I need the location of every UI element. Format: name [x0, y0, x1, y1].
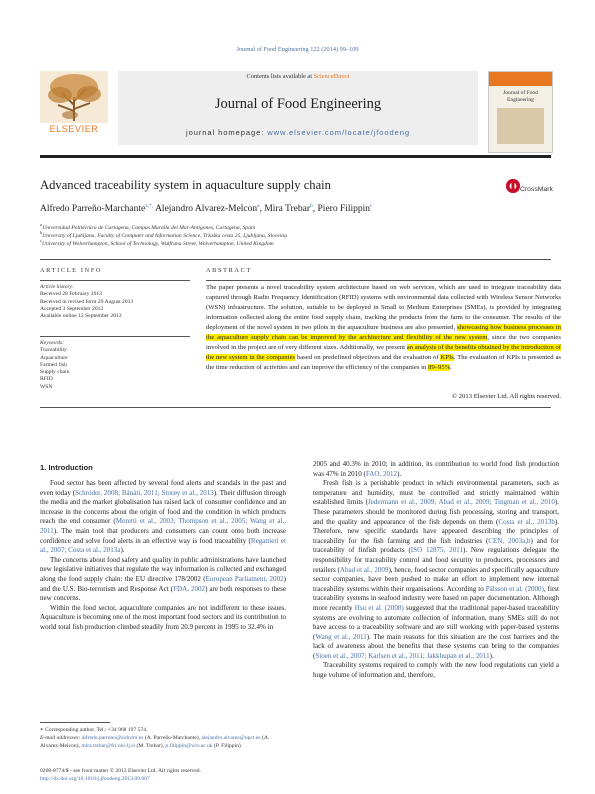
body-paragraph — [313, 460, 559, 479]
body-text: suggested that the traditional paper-based traceability systems are evolving to automate collection of information, many SMEs still do not have access to a traceability software and are still working with paper-based systems ( — [313, 603, 559, 641]
author-marks[interactable]: a — [257, 203, 260, 209]
body-text: ) and for traceability of finfish products ( — [313, 536, 560, 555]
body-paragraph — [313, 661, 559, 680]
citation-link[interactable]: Costa et al., 2013b — [498, 517, 555, 526]
body-text: ). The main tool that producers and consumers can count onto both increase confidence and solve food alerts in an effective way is food traceability ( — [40, 526, 286, 545]
body-text: , first traceability systems in seafood industry were based on paper documentation. Although more recently — [313, 584, 559, 612]
author-marks[interactable]: c — [370, 203, 373, 209]
abstract-run: , since the two companies involved in the project are of very different sizes. Additionally, we present — [206, 333, 561, 351]
body-text: Within the food sector, aquaculture companies are not indifferent to these issues. Aquaculture is becoming one of the most important food sectors and its contribution to world total fish production climbed steadily from 20.9 percent in 1995 to 32.4% in — [40, 603, 286, 631]
body-text: ). Their diffusion through the media and the market globalisation has raised lack of consumer confidence and an increase in the concerns about the origin of food and the condition in which products reach the end consumer ( — [40, 488, 286, 526]
author-list: Alfredo Parreño-Marchante$^{a,*,}$ Alejandro Alvarez-Melcon$^a$, Mira Trebar$^b$, Piero Filippin$^c$ — [40, 203, 373, 215]
keywords-label: Keywords: — [40, 340, 65, 346]
issn-line: 0260-8774/$ - see front matter © 2013 Elsevier Ltd. All rights reserved. — [40, 768, 201, 774]
abstract-run: . The evaluation of KPIs is presented as the time reduction of activities and can improve the efficiency of the companies in — [206, 353, 562, 371]
abstract-run: The paper presents a novel traceability system architecture based on web services, which are used to integrate traceability data captured through Radio Frequency Identification (RFID) systems with environmental data collected with Wireless Sensor Networks (WSN) infrastructure. The solution, suitable to be deployed in Small to Medium Enterprises (SMEs), is provided by integrating information collected along the entire food supply chain, tracking the products from the farm to the consumer. The results of the deployment of the novel system in two pilots in the aquaculture business are also presented, — [206, 284, 561, 331]
email-link[interactable]: p.filippin@wlv.ac.uk — [165, 743, 213, 749]
history-entry: Received 28 February 2013 — [40, 291, 102, 298]
journal-homepage — [118, 128, 478, 137]
cover-image — [497, 108, 544, 144]
journal-cover-thumbnail — [488, 71, 553, 153]
keyword: Aquaculture — [40, 354, 68, 361]
body-paragraph — [40, 556, 286, 604]
author-marks[interactable]: b — [310, 203, 313, 209]
author-marks[interactable]: a,*, — [145, 203, 154, 209]
section-heading-introduction: 1. Introduction — [40, 463, 93, 472]
email-link[interactable]: mira.trebar@fri.uni-lj.si — [81, 743, 136, 749]
info-divider — [40, 259, 551, 260]
affiliation-mark: c — [40, 238, 42, 243]
affiliation-text: University of Ljubljana, Faculty of Computer and Information Science, Tržaška cesta 25, Ljubljana, Slovenia — [42, 232, 287, 239]
citation-link[interactable]: ISO 12875, 2011 — [410, 546, 463, 555]
email-owner: (A. Alvarez-Melcon), — [40, 735, 270, 749]
tree-icon — [40, 71, 108, 123]
contents-prefix: Contents lists available at — [246, 73, 314, 80]
cover-band — [489, 72, 552, 86]
citation-link[interactable]: FDA, 2002 — [173, 584, 206, 593]
citation-link[interactable]: FAO, 2012 — [365, 469, 398, 478]
abstract-text — [206, 283, 561, 373]
crossmark-label[interactable]: CrossMark — [520, 186, 553, 193]
body-text: 2005 and 40.3% in 2010; in addition, its contribution to world food fish production was 47% in 2010 ( — [313, 460, 559, 478]
body-text: Fresh fish is a perishable product in which environmental parameters, such as temperature and humidity, must be controlled and strictly maintained within established limits ( — [313, 479, 559, 507]
body-text: Traceability systems required to comply with the new food regulations can yield a huge volume of information and, therefore, — [313, 661, 559, 680]
body-text: ) and the U.S. Bio-terrorism and Response Act ( — [40, 574, 286, 593]
article-info-rule — [40, 280, 190, 281]
abstract-run: . — [450, 363, 452, 371]
crossmark-glyph — [506, 179, 520, 193]
abstract-rule — [206, 280, 561, 281]
body-divider — [40, 407, 551, 408]
email-owner: (A. Parreño-Marchante), — [143, 735, 202, 741]
keywords-rule — [40, 336, 190, 337]
citation-link[interactable]: Jedermann et al., 2009; Abad et al., 2009; Tingman et al., 2010 — [368, 498, 555, 507]
history-label: Article history: — [40, 284, 75, 290]
citation-link[interactable]: CEN, 2003a,b — [488, 536, 531, 545]
citation-link[interactable]: European Parliament, 2002 — [205, 574, 284, 583]
journal-title: Journal of Food Engineering — [214, 96, 382, 112]
email-label: E-mail addresses: — [40, 735, 82, 741]
body-text: ). The main reasons for this situation are the cost barriers and the lack of awareness about the benefits that these systems can bring to the companies ( — [313, 632, 559, 660]
citation-link[interactable]: Pálsson et al. (2000) — [485, 584, 544, 593]
abstract-highlight: an analysis of the benefits obtained by the introduction of the new system in the companies — [206, 343, 561, 361]
body-text: ), hence, food sector companies and specifically aquaculture sector companies, have been pushed to make an effort to implement new internal traceability systems within their organisations. According to — [313, 565, 559, 593]
article-info-heading: ARTICLE INFO — [40, 267, 103, 274]
author-name[interactable]: Alfredo Parreño-Marchante — [40, 204, 146, 215]
abstract-copyright: © 2013 Elsevier Ltd. All rights reserved. — [451, 393, 561, 400]
abstract-heading: ABSTRACT — [206, 267, 252, 274]
body-paragraph — [40, 604, 286, 633]
email-link[interactable]: alejandro.alvarez@upct.es — [201, 735, 261, 741]
journal-citation[interactable]: Journal of Food Engineering 122 (2014) 99–109 — [236, 46, 359, 53]
email-owner: (P. Filippin). — [212, 743, 243, 749]
citation-link[interactable]: Sioen et al., 2007; Karlsen et al., 2011; Jakkhupan et al., 2011 — [315, 651, 490, 660]
body-text: ). These parameters should be monitored during fish processing, storing and transport, and the quality and appearance of the fish depends on them ( — [313, 498, 559, 526]
affiliation-text: Universidad Politécnica de Cartagena, Campus Muralla del Mar-Antigones, Cartagena, Spain — [42, 224, 256, 231]
affiliation-mark: a — [40, 222, 43, 227]
body-text: ). — [489, 651, 494, 660]
author-name[interactable]: Mira Trebar — [264, 204, 311, 215]
abstract-highlight: KPIs — [440, 353, 454, 361]
body-paragraph — [313, 479, 559, 661]
body-column-right — [313, 460, 559, 681]
header-divider — [40, 155, 551, 158]
footnotes — [40, 726, 286, 750]
abstract-highlight: 89–95% — [427, 363, 451, 371]
keyword: Supply chain — [40, 369, 70, 376]
keyword: RFID — [40, 376, 53, 383]
sciencedirect-link[interactable]: ScienceDirect — [313, 73, 350, 80]
article-history — [40, 284, 190, 320]
citation-link[interactable]: Wang et al., 2011 — [315, 632, 367, 641]
body-text: ) are both responses to these new concerns. — [40, 584, 286, 603]
abstract-run: based on predefined objectives and the evaluation of — [295, 353, 441, 361]
author-name[interactable]: Piero Filippin — [317, 204, 371, 215]
history-entry: Accepted 3 September 2013 — [40, 305, 104, 312]
history-entry: Available online 12 September 2013 — [40, 313, 122, 320]
history-entry: Received in revised form 29 August 2013 — [40, 298, 134, 305]
footnote-rule — [40, 722, 110, 723]
body-text: Food sector has been affected by several food alerts and scandals in the past and even today ( — [40, 479, 286, 497]
abstract-highlight: showcasing how business processes in the aquaculture supply chain can be improved by the architecture and flexibility of the new system — [206, 323, 562, 341]
body-text: ). Therefore, new specific standards have appeared describing the principles of traceability for the fish farming and the fish industries ( — [313, 517, 559, 545]
body-column-left — [40, 479, 286, 633]
elsevier-wordmark: ELSEVIER — [49, 124, 99, 134]
affiliation-text: University of Wolverhampton, School of Technology, Wulfruna Street, Wolverhampton, United Kingdom — [41, 240, 274, 247]
cover-title: Journal of Food Engineering — [503, 90, 538, 103]
crossmark-icon[interactable] — [506, 179, 520, 193]
contents-availability — [118, 73, 478, 80]
citation-link[interactable]: Regattieri et al., 2007; Costa et al., 2013a — [40, 536, 286, 555]
keywords — [40, 340, 190, 391]
issn-notes — [40, 767, 201, 783]
citation-link[interactable]: Abad et al., 2009 — [339, 565, 389, 574]
affiliation — [40, 238, 274, 247]
affiliation-mark: b — [40, 230, 43, 235]
homepage-prefix: journal homepage: — [186, 128, 268, 137]
body-text: ). — [397, 469, 402, 478]
email-owner: (M. Trebar), — [135, 743, 166, 749]
citation-link[interactable]: Hsu et al. (2008) — [354, 603, 404, 612]
article-title: Advanced traceability system in aquaculture supply chain — [40, 178, 331, 192]
keyword: WSN — [40, 383, 53, 390]
corresponding-author: ∗ Corresponding author. Tel.: +34 968 197 574. — [40, 727, 148, 733]
homepage-link[interactable]: www.elsevier.com/locate/jfoodeng — [267, 128, 410, 137]
email-addresses — [40, 734, 286, 750]
doi-link[interactable]: http://dx.doi.org/10.1016/j.jfoodeng.2013.09.007 — [40, 776, 150, 782]
body-text: The concerns about food safety and quality in public administrations have launched new legislative initiatives that regulate the way information is collected and exchanged along the food supply chain: the EU directive 178/2002 ( — [40, 555, 286, 583]
keyword: Farmed fish — [40, 361, 67, 368]
author-name[interactable]: Alejandro Alvarez-Melcon — [155, 204, 258, 215]
body-text: ). — [120, 546, 125, 555]
citation-link[interactable]: Schröder, 2008; Bánáti, 2011; Storøy et al., 2013 — [75, 488, 214, 497]
citation-link[interactable]: Moretti et al., 2003; Thompson et al., 2005; Wang et al., 2011 — [40, 517, 287, 535]
email-link[interactable]: alfredo.parreno@sidcom.es — [81, 735, 144, 741]
keyword: Traceability — [40, 347, 67, 354]
body-paragraph — [40, 479, 286, 556]
body-text: ). New regulations delegate the responsibility for traceability control and food security to producers, processors and retailers ( — [313, 546, 560, 574]
